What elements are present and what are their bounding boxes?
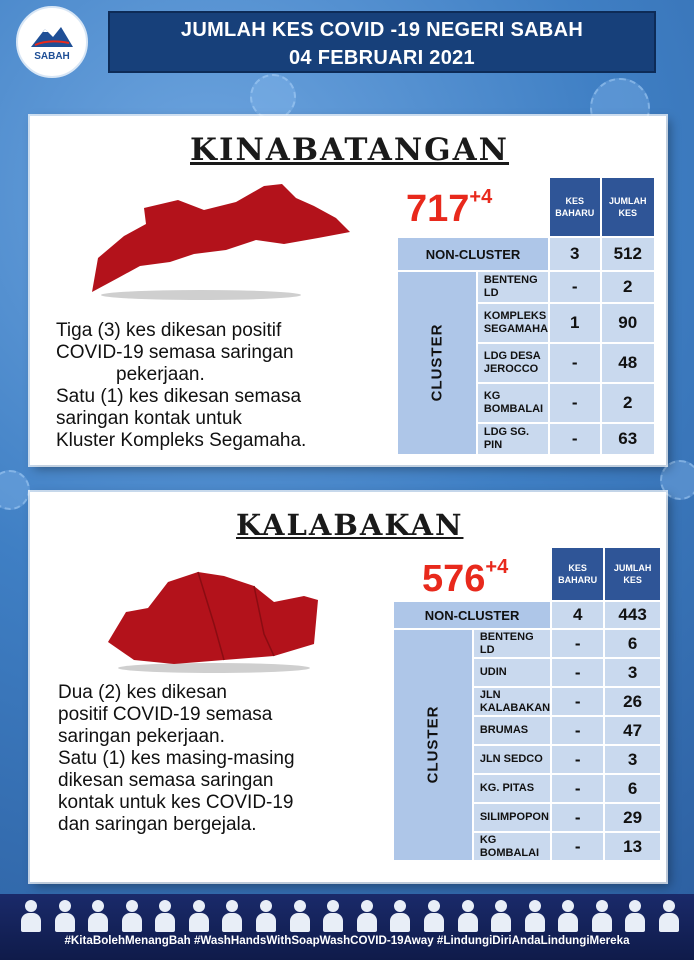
cluster-new: -	[552, 659, 603, 686]
title-line-1: JUMLAH KES COVID -19 NEGERI SABAH	[180, 19, 584, 41]
person-icon	[121, 898, 143, 932]
region-title: KALABAKAN	[236, 508, 464, 542]
cluster-total: 2	[602, 384, 654, 422]
person-icon	[490, 898, 512, 932]
person-icon	[221, 898, 243, 932]
non-cluster-row	[398, 238, 654, 270]
description-line: Dua (2) kes dikesan	[58, 682, 227, 703]
cases-table	[392, 546, 662, 862]
person-icon	[423, 898, 445, 932]
title-line-2: 04 FEBRUARI 2021	[289, 47, 475, 69]
total-value: 576	[422, 558, 486, 600]
cluster-name: JLN KALABAKAN	[474, 688, 550, 715]
person-icon	[54, 898, 76, 932]
cluster-total: 47	[605, 717, 660, 744]
kinabatangan-map	[86, 180, 356, 300]
cluster-name: KG. PITAS	[474, 775, 550, 802]
hashtags: #KitaBolehMenangBah #WashHandsWithSoapWashCOVID-19Away #LindungiDiriAndaLindungiMereka	[64, 934, 630, 947]
person-icon	[87, 898, 109, 932]
description-line: pekerjaan.	[116, 364, 205, 385]
non-cluster-new: 3	[550, 238, 600, 270]
person-icon	[624, 898, 646, 932]
non-cluster-label: NON-CLUSTER	[394, 602, 550, 628]
person-icon	[658, 898, 680, 932]
cluster-name: UDIN	[474, 659, 550, 686]
cluster-name: BENTENG LD	[474, 630, 550, 657]
description-line: Satu (1) kes masing-masing	[58, 748, 295, 769]
description-line: kontak untuk kes COVID-19	[58, 792, 294, 813]
person-icon	[389, 898, 411, 932]
kinabatangan-panel	[30, 116, 666, 465]
non-cluster-new: 4	[552, 602, 603, 628]
cluster-new: -	[550, 424, 600, 454]
person-icon	[524, 898, 546, 932]
total-value: 717	[406, 188, 470, 230]
col-header-new: KES BAHARU	[550, 178, 600, 236]
cluster-name: BRUMAS	[474, 717, 550, 744]
table-row	[398, 272, 654, 302]
cluster-new: 1	[550, 304, 600, 342]
description-line: saringan pekerjaan.	[58, 726, 225, 747]
person-icon	[188, 898, 210, 932]
person-icon	[356, 898, 378, 932]
mountain-icon	[29, 23, 75, 49]
logo-text: SABAH	[34, 50, 70, 62]
sabah-logo	[16, 6, 88, 78]
cluster-label: CLUSTER	[394, 630, 472, 860]
cases-table	[396, 176, 656, 456]
increase-value: +4	[485, 556, 509, 578]
person-icon	[20, 898, 42, 932]
kalabakan-panel	[30, 492, 666, 882]
cluster-new: -	[550, 272, 600, 302]
col-header-total: JUMLAH KES	[602, 178, 654, 236]
cluster-total: 13	[605, 833, 660, 860]
person-icon	[255, 898, 277, 932]
increase-value: +4	[469, 186, 493, 208]
non-cluster-label: NON-CLUSTER	[398, 238, 548, 270]
cluster-name: BENTENG LD	[478, 272, 548, 302]
non-cluster-row	[394, 602, 660, 628]
col-header-total: JUMLAH KES	[605, 548, 660, 600]
description-line: positif COVID-19 semasa	[58, 704, 273, 725]
cluster-new: -	[552, 804, 603, 831]
person-icon	[289, 898, 311, 932]
kalabakan-map	[104, 564, 324, 674]
cluster-new: -	[552, 833, 603, 860]
cluster-new: -	[550, 384, 600, 422]
cluster-name: LDG SG. PIN	[478, 424, 548, 454]
cluster-new: -	[552, 688, 603, 715]
cluster-total: 3	[605, 746, 660, 773]
description	[56, 320, 306, 452]
cluster-label: CLUSTER	[398, 272, 476, 454]
virus-decoration	[250, 74, 296, 120]
description-line: Satu (1) kes dikesan semasa	[56, 386, 302, 407]
cluster-new: -	[550, 344, 600, 382]
cluster-new: -	[552, 630, 603, 657]
description-line: COVID-19 semasa saringan	[56, 342, 294, 363]
person-icon	[154, 898, 176, 932]
description-line: dikesan semasa saringan	[58, 770, 274, 791]
region-title: KINABATANGAN	[190, 132, 510, 168]
cluster-name: SILIMPOPON	[474, 804, 550, 831]
table-row	[394, 630, 660, 657]
cluster-total: 63	[602, 424, 654, 454]
cluster-name: KG BOMBALAI	[478, 384, 548, 422]
cluster-total: 6	[605, 630, 660, 657]
cluster-total: 26	[605, 688, 660, 715]
person-icon	[322, 898, 344, 932]
cluster-total: 2	[602, 272, 654, 302]
description-line: Kluster Kompleks Segamaha.	[56, 430, 307, 451]
cluster-name: KOMPLEKS SEGAMAHA	[478, 304, 548, 342]
cluster-new: -	[552, 775, 603, 802]
cluster-total: 29	[605, 804, 660, 831]
cluster-name: JLN SEDCO	[474, 746, 550, 773]
page-title	[108, 11, 656, 73]
cluster-total: 48	[602, 344, 654, 382]
footer-banner	[0, 894, 694, 960]
cluster-new: -	[552, 717, 603, 744]
col-header-new: KES BAHARU	[552, 548, 603, 600]
frontliners-icons	[20, 898, 680, 934]
cluster-name: KG BOMBALAI	[474, 833, 550, 860]
person-icon	[557, 898, 579, 932]
cluster-total: 6	[605, 775, 660, 802]
non-cluster-total: 512	[602, 238, 654, 270]
cluster-name: LDG DESA JEROCCO	[478, 344, 548, 382]
description-line: dan saringan bergejala.	[58, 814, 257, 835]
cluster-total: 3	[605, 659, 660, 686]
person-icon	[457, 898, 479, 932]
description-line: Tiga (3) kes dikesan positif	[56, 320, 282, 341]
person-icon	[591, 898, 613, 932]
description-line: saringan kontak untuk	[56, 408, 242, 429]
description	[58, 682, 295, 836]
cluster-total: 90	[602, 304, 654, 342]
cluster-new: -	[552, 746, 603, 773]
non-cluster-total: 443	[605, 602, 660, 628]
